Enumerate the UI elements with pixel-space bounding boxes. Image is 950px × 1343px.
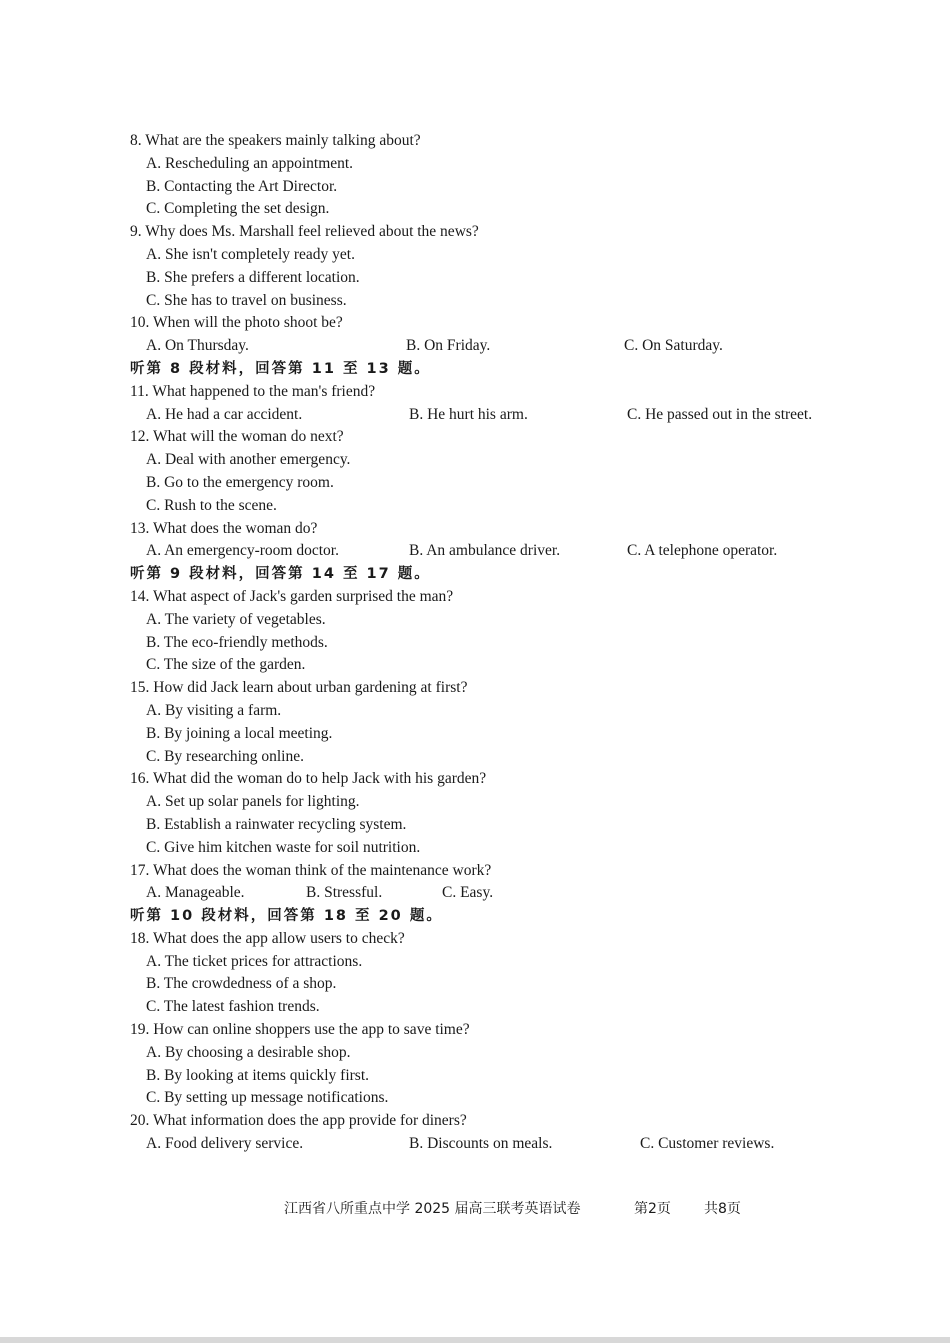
answer-option: B. Discounts on meals. xyxy=(409,1135,553,1153)
question-stem: 14. What aspect of Jack's garden surprised the man? xyxy=(130,587,454,605)
page-total: 共8页 xyxy=(704,1201,741,1217)
answer-option: A. By visiting a farm. xyxy=(146,701,282,719)
question-stem: 9. Why does Ms. Marshall feel relieved about the news? xyxy=(130,223,479,241)
question-stem: 8. What are the speakers mainly talking about? xyxy=(130,132,421,149)
answer-option: B. She prefers a different location. xyxy=(146,268,360,286)
answer-option: B. Stressful. xyxy=(306,884,383,902)
answer-option: C. Completing the set design. xyxy=(146,200,330,218)
scan-edge xyxy=(0,1337,950,1343)
answer-option: A. The ticket prices for attractions. xyxy=(146,952,363,970)
answer-option: B. He hurt his arm. xyxy=(409,405,528,423)
answer-option: C. A telephone operator. xyxy=(627,542,778,560)
answer-option: A. Food delivery service. xyxy=(146,1135,304,1153)
answer-option: C. The size of the garden. xyxy=(146,656,306,674)
answer-option: B. By looking at items quickly first. xyxy=(146,1066,370,1084)
question-stem: 12. What will the woman do next? xyxy=(130,428,344,446)
answer-option: A. An emergency-room doctor. xyxy=(146,542,339,560)
section-instruction: 听第 8 段材料，回答第 11 至 13 题。 xyxy=(130,360,431,377)
question-stem: 15. How did Jack learn about urban gardening at first? xyxy=(130,679,468,697)
answer-option: B. Go to the emergency room. xyxy=(146,473,334,491)
answer-option: B. The eco-friendly methods. xyxy=(146,633,328,651)
answer-option: B. By joining a local meeting. xyxy=(146,724,333,742)
answer-option: C. The latest fashion trends. xyxy=(146,998,320,1016)
answer-option: B. Contacting the Art Director. xyxy=(146,177,338,195)
option-row xyxy=(130,1133,850,1156)
question-stem: 18. What does the app allow users to check? xyxy=(130,929,405,947)
answer-option: C. By setting up message notifications. xyxy=(146,1089,389,1107)
question-stem: 10. When will the photo shoot be? xyxy=(130,314,343,332)
question-stem: 16. What did the woman do to help Jack with his garden? xyxy=(130,770,487,788)
page-number: 第2页 xyxy=(634,1201,671,1217)
answer-option: A. He had a car accident. xyxy=(146,405,303,423)
option-row xyxy=(130,882,850,905)
exam-title: 江西省八所重点中学 2025 届高三联考英语试卷 xyxy=(284,1201,581,1217)
option-row xyxy=(130,335,850,358)
answer-option: B. An ambulance driver. xyxy=(409,542,561,560)
question-stem: 19. How can online shoppers use the app to save time? xyxy=(130,1021,470,1039)
option-row xyxy=(130,404,850,427)
answer-option: B. On Friday. xyxy=(406,337,491,355)
answer-option: C. Rush to the scene. xyxy=(146,496,277,514)
answer-option: B. Establish a rainwater recycling system. xyxy=(146,815,407,833)
answer-option: C. Easy. xyxy=(442,884,494,902)
question-list xyxy=(130,130,850,1156)
question-stem: 20. What information does the app provide for diners? xyxy=(130,1112,467,1130)
question-stem: 11. What happened to the man's friend? xyxy=(130,382,376,400)
answer-option: A. Set up solar panels for lighting. xyxy=(146,793,360,811)
answer-option: A. Rescheduling an appointment. xyxy=(146,154,354,172)
answer-option: C. By researching online. xyxy=(146,747,304,765)
question-stem: 17. What does the woman think of the maintenance work? xyxy=(130,861,492,879)
answer-option: B. The crowdedness of a shop. xyxy=(146,975,337,993)
answer-option: A. She isn't completely ready yet. xyxy=(146,245,355,263)
answer-option: A. By choosing a desirable shop. xyxy=(146,1043,351,1061)
answer-option: A. The variety of vegetables. xyxy=(146,610,326,628)
answer-option: C. She has to travel on business. xyxy=(146,291,347,309)
question-stem: 13. What does the woman do? xyxy=(130,519,318,537)
section-instruction: 听第 10 段材料，回答第 18 至 20 题。 xyxy=(130,908,443,925)
answer-option: A. Deal with another emergency. xyxy=(146,451,351,469)
answer-option: C. He passed out in the street. xyxy=(627,405,813,423)
answer-option: C. Give him kitchen waste for soil nutrition. xyxy=(146,838,421,856)
answer-option: A. Manageable. xyxy=(146,884,245,902)
option-row xyxy=(130,540,850,563)
answer-option: C. On Saturday. xyxy=(624,337,723,355)
answer-option: C. Customer reviews. xyxy=(640,1135,775,1153)
answer-option: A. On Thursday. xyxy=(146,337,249,355)
section-instruction: 听第 9 段材料，回答第 14 至 17 题。 xyxy=(130,566,431,583)
page-footer xyxy=(284,1198,741,1218)
